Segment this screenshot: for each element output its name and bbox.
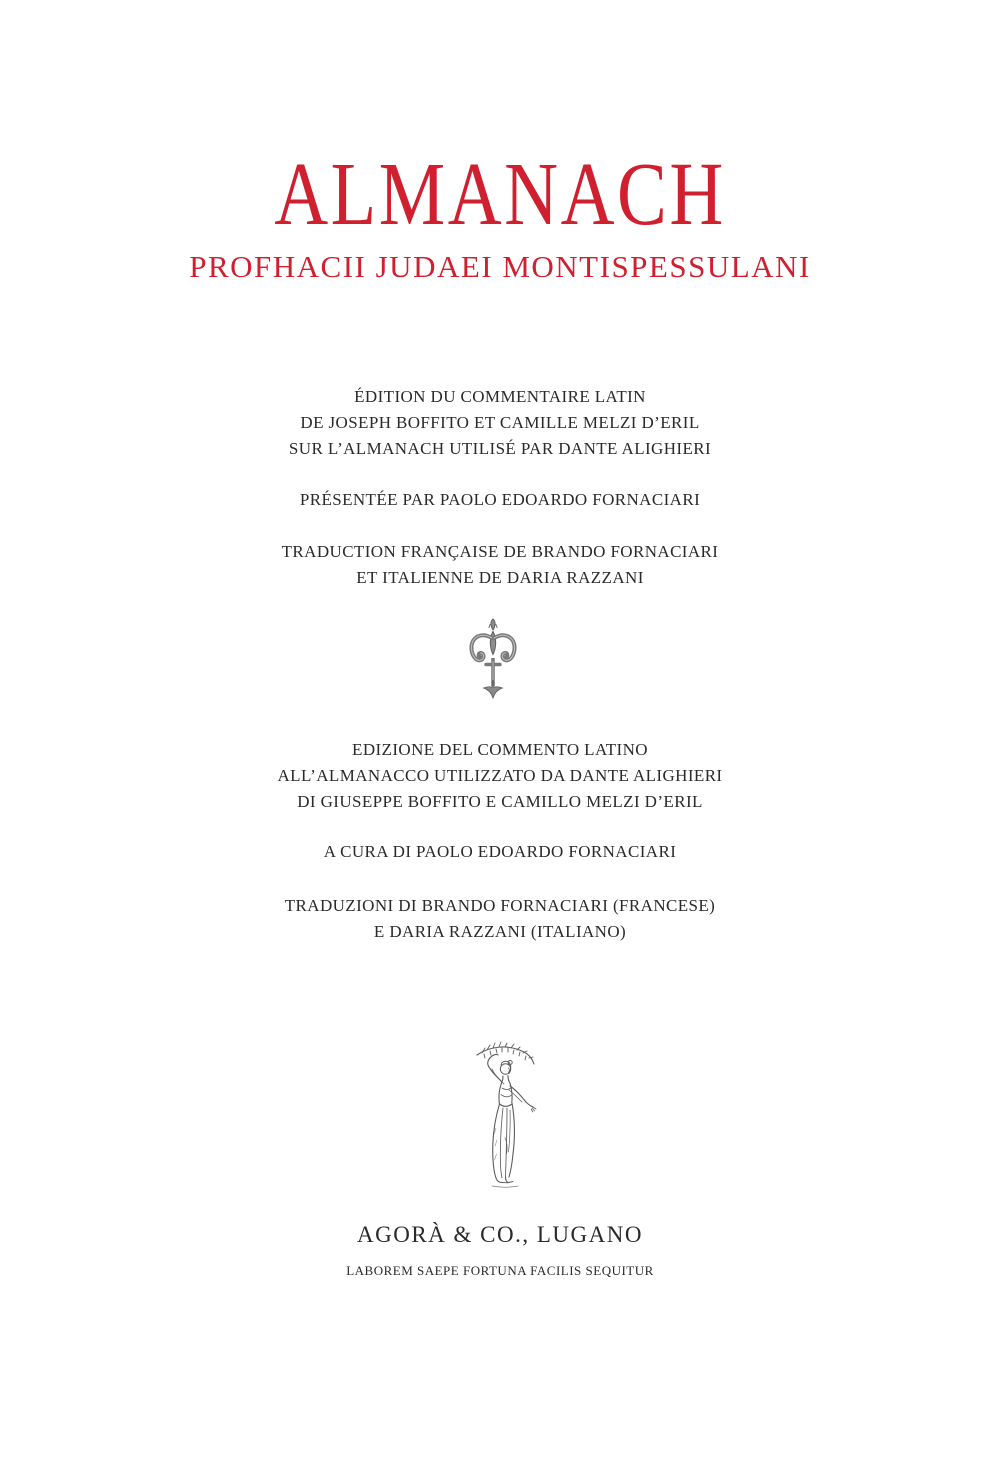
french-edition-line-2: DE JOSEPH BOFFITO ET CAMILLE MELZI D’ERIL	[300, 413, 700, 432]
french-edition-statement	[0, 384, 1000, 462]
book-subtitle: PROFHACII JUDAEI MONTISPESSULANI	[189, 249, 811, 284]
french-translation-line-1: TRADUCTION FRANÇAISE DE BRANDO FORNACIARI	[281, 542, 719, 561]
book-title: ALMANACH	[274, 145, 726, 244]
french-translation-line-2: ET ITALIENNE DE DARIA RAZZANI	[356, 568, 644, 587]
french-translation-credit	[0, 539, 1000, 591]
italian-curated-by: A CURA DI PAOLO EDOARDO FORNACIARI	[323, 842, 677, 861]
french-edition-line-3: SUR L’ALMANACH UTILISÉ PAR DANTE ALIGHIERI	[288, 439, 712, 458]
italian-edition-statement	[0, 737, 1000, 815]
italian-translation-line-2: E DARIA RAZZANI (ITALIANO)	[373, 922, 627, 941]
fleur-de-lis-ornament-icon	[467, 616, 519, 700]
italian-edition-line-3: DI GIUSEPPE BOFFITO E CAMILLO MELZI D’ERIL	[297, 792, 703, 811]
french-presented-by: PRÉSENTÉE PAR PAOLO EDOARDO FORNACIARI	[299, 490, 701, 509]
italian-edition-line-2: ALL’ALMANACCO UTILIZZATO DA DANTE ALIGHIERI	[277, 766, 723, 785]
italian-edition-line-1: EDIZIONE DEL COMMENTO LATINO	[352, 740, 648, 759]
publisher-motto: LABOREM SAEPE FORTUNA FACILIS SEQUITUR	[346, 1263, 654, 1278]
publisher-name: AGORÀ & CO., LUGANO	[357, 1222, 643, 1247]
italian-translation-credit	[0, 893, 1000, 945]
french-edition-line-1: ÉDITION DU COMMENTAIRE LATIN	[354, 387, 646, 406]
italian-translation-line-1: TRADUZIONI DI BRANDO FORNACIARI (FRANCESE)	[284, 896, 716, 915]
publisher-emblem-figure	[472, 1038, 538, 1190]
